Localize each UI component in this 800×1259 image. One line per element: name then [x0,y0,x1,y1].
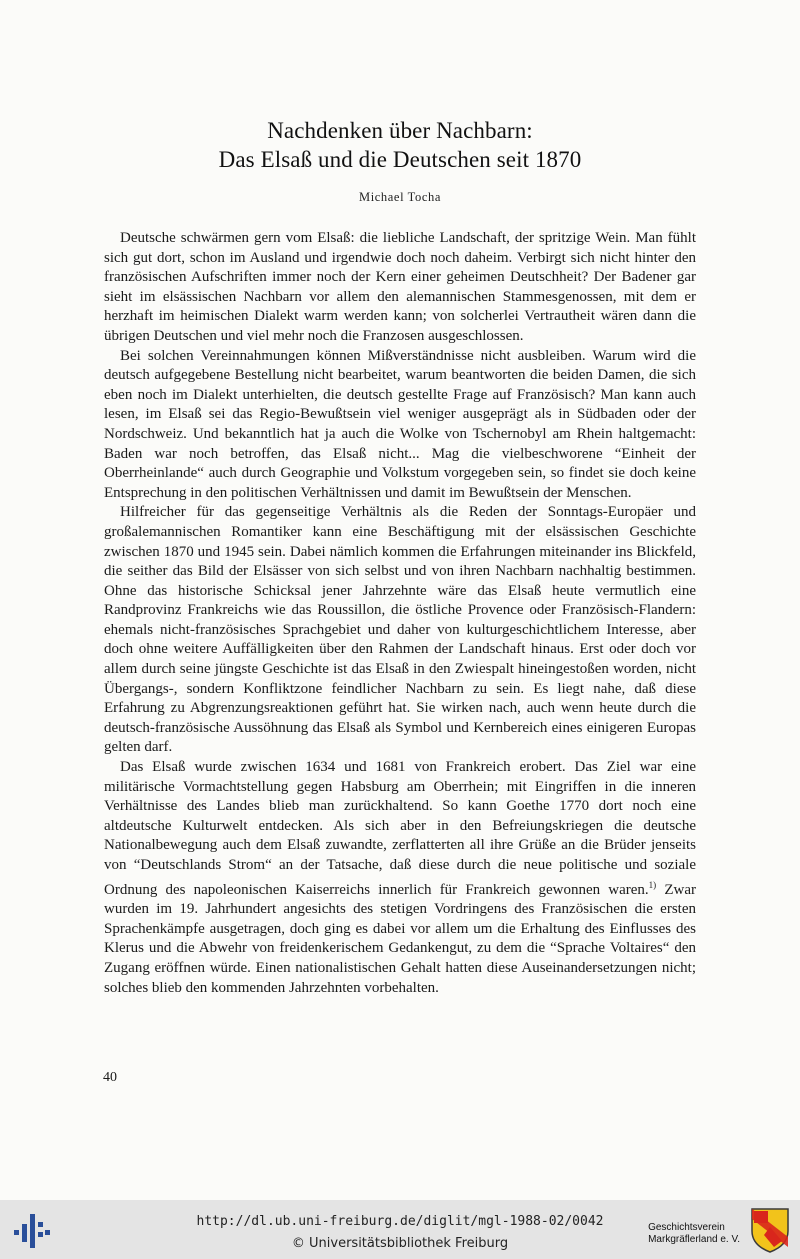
coat-of-arms-icon [750,1207,790,1253]
footer-bar [0,1200,800,1259]
paragraph: Hilfreicher für das gegenseitige Verhältnis als die Reden der Sonntags-Europäer und großalemannischen Romantiker kann eine Beschäftigung mit der elsässischen Geschichte zwischen 1870 und 1945 sein. Dabei nämlich kommen die Erfahrungen miteinander ins Blickfeld, die seither das Bild der Elsässer von sich selbst und von ihren Nachbarn nachhaltig bestimmen. Ohne das historische Schicksal jener Jahrzehnte wäre das Elsaß heute vermutlich eine Randprovinz Frankreichs wie das Roussillon, die östliche Provence oder Französisch-Flandern: ehemals nicht-französisches Sprachgebiet und daher von kulturgeschichtlichem Interesse, aber doch ohne weitere Auffälligkeiten über den Rahmen der Landschaft hinaus. Erst oder doch vor allem durch seine jüngste Geschichte ist das Elsaß in den Zwiespalt hineingestoßen worden, nicht Übergangs-, sondern Konfliktzone feindlicher Nachbarn zu sein. Es liegt nahe, daß diese Erfahrung zu Abgrenzungsreaktionen geführt hat. Sie wirken nach, auch wenn heute durch die deutsch-französische Aussöhnung das Elsaß als Symbol und Kernbereich eines einigeren Europas gelten darf. [104,504,696,756]
author-name: Michael Tocha [358,190,441,204]
paragraph-text-continued: Zwar wurden im 19. Jahrhundert angesichts des stetigen Vordringens des Französischen die ersten Sprachenkämpfe ausgetragen, doch ging es dabei vor allem um die Erhaltung des Einflusses des Klerus und die Abwehr von freidenkerischem Gedankengut, zu dem die “Sprache Voltaires“ den Zugang eröffnen würde. Einen nationalistischen Gehalt hatten diese Auseinandersetzungen nicht; solches blieb den kommenden Jahrzehnten vorbehalten. [104,881,696,996]
paragraph [104,758,696,998]
society-name [648,1222,740,1246]
paragraph: Deutsche schwärmen gern vom Elsaß: die liebliche Landschaft, der spritzige Wein. Man fühlt sich gut dort, schon im Ausland und irgendwie doch noch daheim. Verbirgt sich nicht hinter den französischen Aufschriften immer noch der Kern einer geheimen Deutschheit? Der Badener gar sieht im elsässischen Nachbarn vor allem den alemannischen Stammesgenossen, mit dem er herzhaft im heimischen Dialekt warm werden kann; von solcherlei Vertrautheit wären dann die übrigen Deutschen und viel mehr noch die Franzosen ausgeschlossen. [104,230,696,344]
article-title: Nachdenken über Nachbarn: [267,118,533,143]
footnote-marker[interactable]: 1) [648,879,657,890]
page-number: 40 [103,1070,117,1085]
paragraph: Bei solchen Vereinnahmungen können Mißverständnisse nicht ausbleiben. Warum wird die deutsch aufgegebene Bestellung nicht bearbeitet, warum beantworten die beiden Damen, die sich eben noch im Dialekt unterhielten, die deutsch gestellte Frage auf Französisch? Man kann auch lesen, im Elsaß sei das Regio-Bewußtsein viel weniger ausgeprägt als in Südbaden oder der Nordschweiz. Und bekanntlich hat ja auch die Wolke von Tschernobyl am Rhein haltgemacht: Baden war noch betroffen, das Elsaß nicht... Mag die vielbeschworene “Einheit der Oberrheinlande“ auch durch Geographie und Volkstum vorgegeben sein, so findet sie doch keine Entsprechung in den politischen Verhältnissen und damit im Bewußtsein der Menschen. [104,347,696,501]
society-line-2: Markgräflerland e. V. [648,1234,740,1245]
article-subtitle: Das Elsaß und die Deutschen seit 1870 [218,147,582,172]
permalink-url[interactable]: http://dl.ub.uni-freiburg.de/diglit/mgl-1988-02/0042 [196,1214,604,1229]
library-logo-icon[interactable] [12,1208,52,1252]
title-block [0,116,800,205]
society-line-1: Geschichtsverein [648,1222,725,1233]
copyright-notice: © Universitätsbibliothek Freiburg [291,1236,509,1251]
paragraph-text: Das Elsaß wurde zwischen 1634 und 1681 von Frankreich erobert. Das Ziel war eine militärische Vormachtstellung gegen Habsburg am Oberrhein; mit Eingriffen in die inneren Verhältnisse des Landes blieb man zurückhaltend. So kann Goethe 1770 dort noch eine altdeutsche Kulturwelt entdecken. Als sich aber in den Befreiungskriegen die deutsche Nationalbewegung auch dem Elsaß zuwandte, zerflatterten all ihre Grüße an die Brüder jenseits von “Deutschlands Strom“ an der Tatsache, daß diese durch die neue politische und soziale Ordnung des napoleonischen Kaiserreichs innerlich für Frankreich gewonnen waren. [104,759,696,898]
article-body [104,229,696,998]
